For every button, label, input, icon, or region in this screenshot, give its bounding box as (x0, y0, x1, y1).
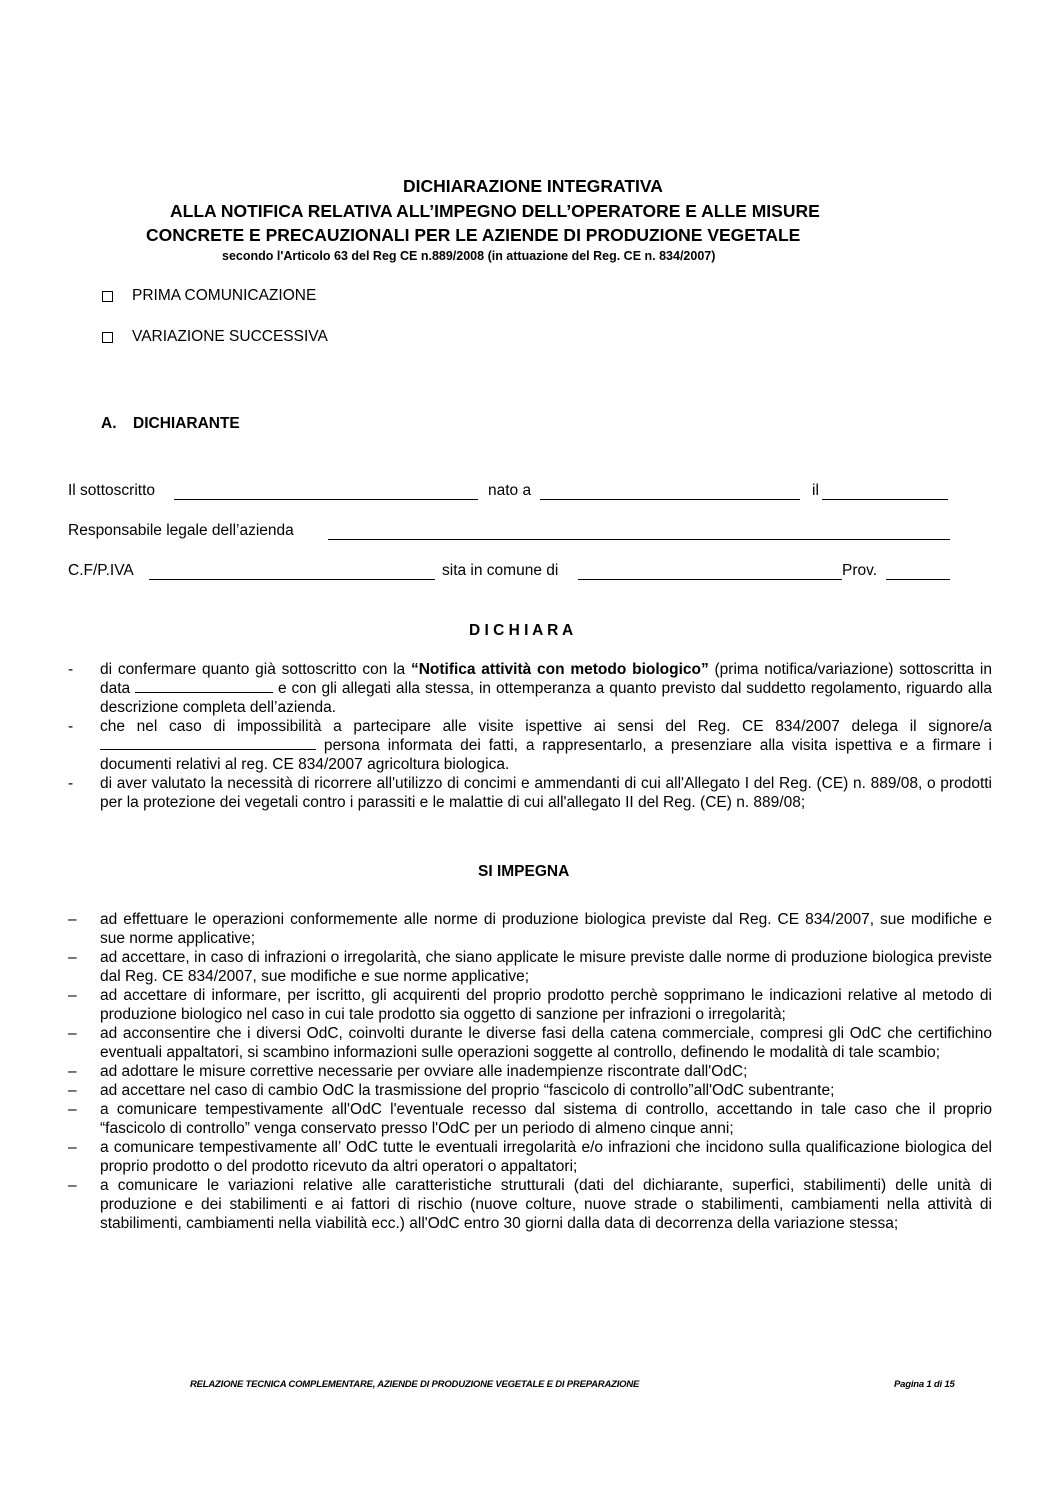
prov-input-line[interactable] (886, 579, 950, 580)
list-item (68, 1176, 992, 1233)
field-row-cf (68, 562, 951, 582)
list-item (68, 1024, 992, 1062)
section-letter: A. (101, 415, 117, 432)
footer-document-title: RELAZIONE TECNICA COMPLEMENTARE, AZIENDE DI PRODUZIONE VEGETALE E DI PREPARAZIONE (190, 1379, 640, 1390)
item-text: ad accettare, in caso di infrazioni o irregolarità, che siano applicate le misure previste dalle norme di produzione biologica previste dal Reg. CE 834/2007, sue modifiche e sue norme applicative; (100, 949, 992, 985)
list-item (68, 660, 992, 717)
bullet: - (68, 661, 74, 678)
bullet: – (68, 1101, 77, 1118)
prov-label: Prov. (842, 562, 878, 579)
bullet: – (68, 1025, 77, 1042)
document-title-line1: DICHIARAZIONE INTEGRATIVA (403, 176, 663, 196)
option-prima-comunicazione[interactable] (102, 287, 316, 305)
item-text: che nel caso di impossibilità a partecipare alle visite ispettive ai sensi del Reg. CE 834/2007 delega il signore/a (100, 718, 992, 735)
list-item (68, 1081, 992, 1100)
item-text: a comunicare tempestivamente all'OdC l'eventuale recesso dal sistema di controllo, accettando in tale caso che il proprio “fascicolo di controllo” venga conservato presso l'OdC per un periodo di almeno cinque anni; (100, 1101, 992, 1137)
item-text: e con gli allegati alla stessa, in ottemperanza a quanto previsto dal suddetto regolamento, riguardo alla descrizione completa dell’azienda. (100, 680, 992, 716)
field-row-responsabile (68, 522, 951, 542)
list-item (68, 986, 992, 1024)
item-text: di confermare quanto già sottoscritto con la (100, 661, 411, 678)
bullet: - (68, 718, 74, 735)
item-text: (prima notifica/variazione) sottoscritta in data (100, 661, 992, 697)
list-item (68, 774, 992, 812)
dichiara-heading: D I C H I A R A (469, 622, 574, 639)
comune-input-line[interactable] (578, 579, 842, 580)
section-title: DICHIARANTE (133, 415, 240, 432)
document-subtitle: secondo l'Articolo 63 del Reg CE n.889/2008 (in attuazione del Reg. CE n. 834/2007) (222, 249, 716, 263)
list-item (68, 1138, 992, 1176)
bullet: – (68, 1177, 77, 1194)
option-label: PRIMA COMUNICAZIONE (132, 287, 317, 304)
cf-input-line[interactable] (149, 579, 435, 580)
impegna-heading: SI IMPEGNA (478, 863, 570, 880)
item-text: a comunicare le variazioni relative alle caratteristiche strutturali (dati del dichiarante, superfici, stabilimenti) delle unità di produzione e dei stabilimenti e ai fattori di rischio (nuove colture, nuove strade o stabilimenti, cambiamenti nella attività di stabilimenti, cambiamenti nella viabilità ecc.) all'OdC entro 30 giorni dalla data di decorrenza della variazione stessa; (100, 1177, 992, 1232)
impegna-list (68, 910, 992, 1233)
bullet: - (68, 775, 74, 792)
il-label: il (812, 482, 819, 499)
bullet: – (68, 1063, 77, 1080)
responsabile-label: Responsabile legale dell’azienda (68, 522, 294, 539)
bullet: – (68, 1139, 77, 1156)
bullet: – (68, 987, 77, 1004)
checkbox-prima-comunicazione[interactable] (102, 291, 113, 302)
item-text: ad adottare le misure correttive necessarie per ovviare alle inadempienze riscontrate dall'OdC; (100, 1063, 748, 1080)
page-number: Pagina 1 di 15 (894, 1379, 955, 1390)
list-item (68, 1062, 992, 1081)
comune-label: sita in comune di (442, 562, 559, 579)
field-row-sottoscritto (68, 482, 951, 502)
sottoscritto-label: Il sottoscritto (68, 482, 155, 499)
item-text: di aver valutato la necessità di ricorrere all'utilizzo di concimi e ammendanti di cui all'Allegato I del Reg. (CE) n. 889/08, o prodotti per la protezione dei vegetali contro i parassiti e le malattie di cui all'allegato II del Reg. (CE) n. 889/08; (100, 775, 992, 811)
responsabile-input-line[interactable] (328, 539, 950, 540)
list-item (68, 1100, 992, 1138)
bullet: – (68, 1082, 77, 1099)
checkbox-variazione-successiva[interactable] (102, 332, 113, 343)
bullet: – (68, 911, 77, 928)
nato-input-line[interactable] (540, 499, 800, 500)
list-item (68, 910, 992, 948)
notifica-title: “Notifica attività con metodo biologico” (410, 661, 709, 678)
option-label: VARIAZIONE SUCCESSIVA (132, 328, 328, 345)
sottoscritto-input-line[interactable] (174, 499, 478, 500)
document-title-line3: CONCRETE E PRECAUZIONALI PER LE AZIENDE DI PRODUZIONE VEGETALE (146, 225, 801, 245)
document-title-line2: ALLA NOTIFICA RELATIVA ALL’IMPEGNO DELL’OPERATORE E ALLE MISURE (170, 201, 820, 221)
data-nascita-input-line[interactable] (822, 499, 948, 500)
item-text: ad acconsentire che i diversi OdC, coinvolti durante le diverse fasi della catena commerciale, compresi gli OdC che certifichino eventuali appaltatori, si scambino informazioni sulle operazioni soggette al controllo, definendo le modalità di tale scambio; (100, 1025, 992, 1061)
item-text: a comunicare tempestivamente all’ OdC tutte le eventuali irregolarità e/o infrazioni che incidono sulla qualificazione biologica del proprio prodotto o del prodotto ricevuto da altri operatori o appaltatori; (100, 1139, 992, 1175)
option-variazione-successiva[interactable] (102, 328, 328, 346)
list-item (68, 948, 992, 986)
dichiara-list (68, 660, 992, 812)
bullet: – (68, 949, 77, 966)
delegato-line[interactable] (100, 736, 316, 750)
item-text: ad accettare di informare, per iscritto, gli acquirenti del proprio prodotto perchè sopprimano le indicazioni relative al metodo di produzione biologico nel caso in cui tale prodotto sia oggetto di sanzione per infrazioni o irregolarità; (100, 987, 992, 1023)
cf-label: C.F/P.IVA (68, 562, 134, 579)
item-text: ad accettare nel caso di cambio OdC la trasmissione del proprio “fascicolo di controllo”all'OdC subentrante; (100, 1082, 835, 1099)
item-text: ad effettuare le operazioni conformemente alle norme di produzione biologica previste dal Reg. CE 834/2007, sue modifiche e sue norme applicative; (100, 911, 992, 947)
data-sottoscrizione-line[interactable] (135, 679, 273, 693)
list-item (68, 717, 992, 774)
item-text: persona informata dei fatti, a rappresentarlo, a presenziare alla visita ispettiva e a firmare i documenti relativi al reg. CE 834/2007 agricoltura biologica. (100, 737, 992, 773)
section-a-heading (101, 415, 240, 433)
nato-label: nato a (488, 482, 532, 499)
